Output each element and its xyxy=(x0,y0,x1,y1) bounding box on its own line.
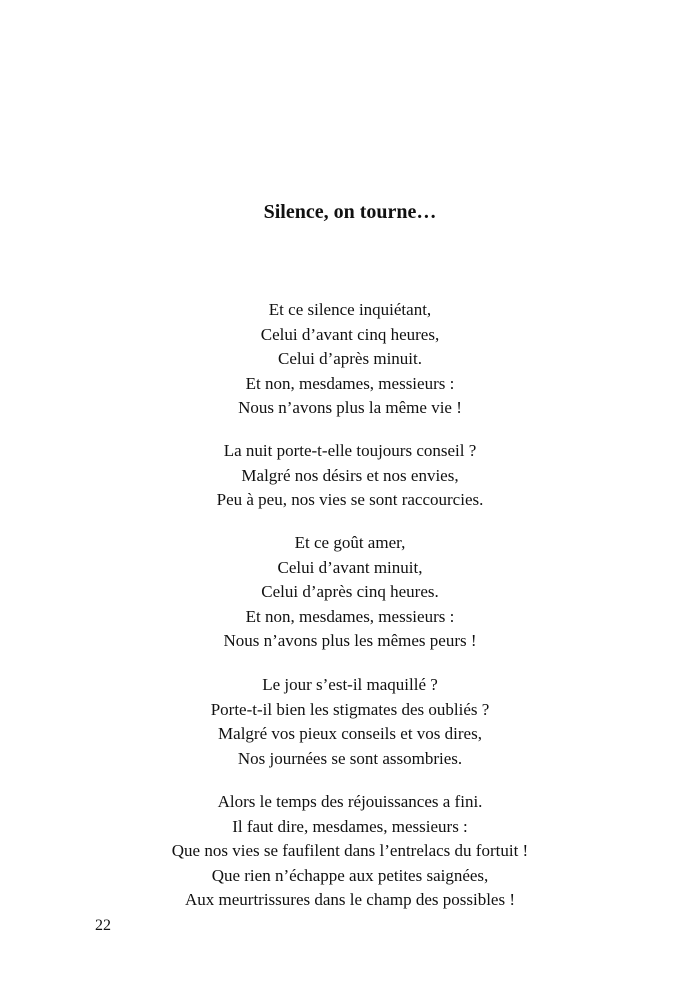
verse-line: Le jour s’est-il maquillé ? xyxy=(262,675,438,694)
verse-line: La nuit porte-t-elle toujours conseil ? xyxy=(223,441,477,460)
verse-line: Celui d’après cinq heures. xyxy=(261,582,439,601)
verse-line: Celui d’après minuit. xyxy=(277,349,422,368)
verse-line: Et ce goût amer, xyxy=(294,533,406,552)
verse-line: Et non, mesdames, messieurs : xyxy=(245,606,455,626)
verse-line: Malgré vos pieux conseils et vos dires, xyxy=(218,724,482,743)
verse-line: Porte-t-il bien les stigmates des oubliés ? xyxy=(210,699,490,719)
verse-line: Il faut dire, mesdames, messieurs : xyxy=(232,816,468,836)
stanza-4 xyxy=(0,673,700,771)
verse-line: Aux meurtrissures dans le champ des possibles ! xyxy=(184,890,516,909)
verse-line: Celui d’avant minuit, xyxy=(277,557,423,577)
verse-line: Que rien n’échappe aux petites saignées, xyxy=(211,865,489,885)
page-number: 22 xyxy=(95,917,111,934)
verse-line: Et non, mesdames, messieurs : xyxy=(245,373,455,393)
verse-line: Que nos vies se faufilent dans l’entrelacs du fortuit ! xyxy=(171,841,529,860)
verse-line: Alors le temps des réjouissances a fini. xyxy=(217,792,483,811)
verse-line: Nos journées se sont assombries. xyxy=(237,748,463,768)
poem-title: Silence, on tourne… xyxy=(263,201,437,223)
verse-line: Et ce silence inquiétant, xyxy=(268,300,432,319)
verse-line: Malgré nos désirs et nos envies, xyxy=(241,465,459,485)
verse-line: Peu à peu, nos vies se sont raccourcies. xyxy=(216,490,484,509)
stanza-3 xyxy=(0,531,700,654)
verse-line: Nous n’avons plus les mêmes peurs ! xyxy=(223,631,477,650)
verse-line: Nous n’avons plus la même vie ! xyxy=(238,398,462,417)
stanza-1 xyxy=(0,298,700,421)
stanza-2 xyxy=(0,439,700,513)
verse-line: Celui d’avant cinq heures, xyxy=(260,324,440,344)
stanza-5 xyxy=(0,790,700,913)
